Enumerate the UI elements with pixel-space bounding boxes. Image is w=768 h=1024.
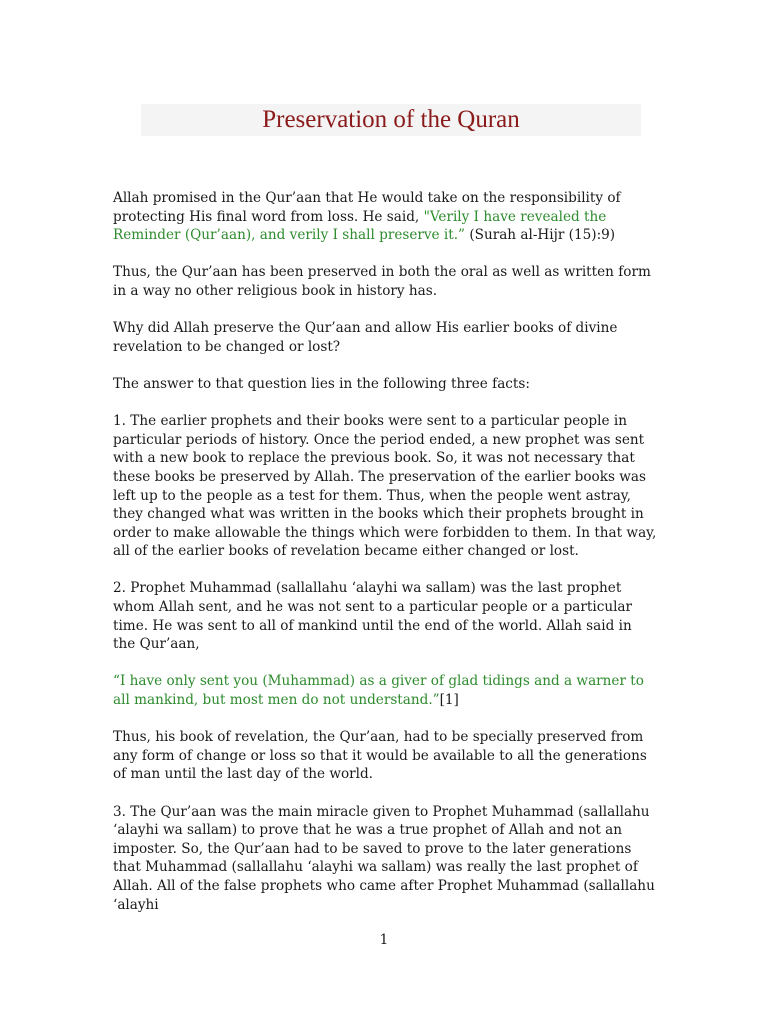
- quran-reference-hijr: (Surah al-Hijr (15):9): [465, 227, 616, 244]
- paragraph-specially-preserved: Thus, his book of revelation, the Qur’aan, had to be specially preserved from any form of change or loss so that it would be available to all the generations of man until the last day of the world.: [113, 729, 647, 783]
- quran-quote-mankind: “I have only sent you (Muhammad) as a giver of glad tidings and a warner to all mankind, but most men do not understand.”: [113, 673, 644, 709]
- paragraph-answer-intro: The answer to that question lies in the following three facts:: [113, 375, 530, 392]
- paragraph-promise-text: Allah promised in the Qur’aan that He would take on the responsibility of protecting His final word from loss. He said,: [113, 190, 621, 225]
- page-number: 1: [379, 932, 389, 948]
- title-band: [141, 104, 641, 136]
- paragraph-question: Why did Allah preserve the Qur’aan and allow His earlier books of divine revelation to be changed or lost?: [113, 320, 618, 355]
- quran-quote-hijr: "Verily I have revealed the Reminder (Qur’aan), and verily I shall preserve it.”: [113, 208, 607, 244]
- document-body: [113, 189, 658, 933]
- paragraph-promise: [113, 189, 658, 245]
- paragraph-fact-1: 1. The earlier prophets and their books were sent to a particular people in particular periods of history. Once the period ended, a new prophet was sent with a new book to replace the previous book. So, it was not necessary that these books be preserved by Allah. The preservation of the earlier books was left up to the people as a test for them. Thus, when the people went astray, they changed what was written in the books which their prophets brought in order to make allowable the things which were forbidden to them. In that way, all of the earlier books of revelation became either changed or lost.: [113, 413, 657, 560]
- paragraph-fact-2: 2. Prophet Muhammad (sallallahu ‘alayhi wa sallam) was the last prophet whom Allah sent, and he was not sent to a particular people or a particular time. He was sent to all of mankind until the end of the world. Allah said in the Qur’aan,: [113, 580, 633, 653]
- footnote-ref-1[interactable]: [1]: [439, 692, 459, 709]
- paragraph-fact-3: 3. The Qur’aan was the main miracle given to Prophet Muhammad (sallallahu ‘alayhi wa sallam) to prove that he was a true prophet of Allah and not an imposter. So, the Qur’aan had to be saved to prove to the later generations that Muhammad (sallallahu ‘alayhi wa sallam) was really the last prophet of Allah. All of the false prophets who came after Prophet Muhammad (sallallahu ‘alayhi: [113, 803, 655, 913]
- paragraph-quote-mankind: [113, 672, 658, 709]
- page-title: Preservation of the Quran: [262, 106, 520, 133]
- paragraph-preserved: Thus, the Qur’aan has been preserved in both the oral as well as written form in a way no other religious book in history has.: [113, 264, 651, 299]
